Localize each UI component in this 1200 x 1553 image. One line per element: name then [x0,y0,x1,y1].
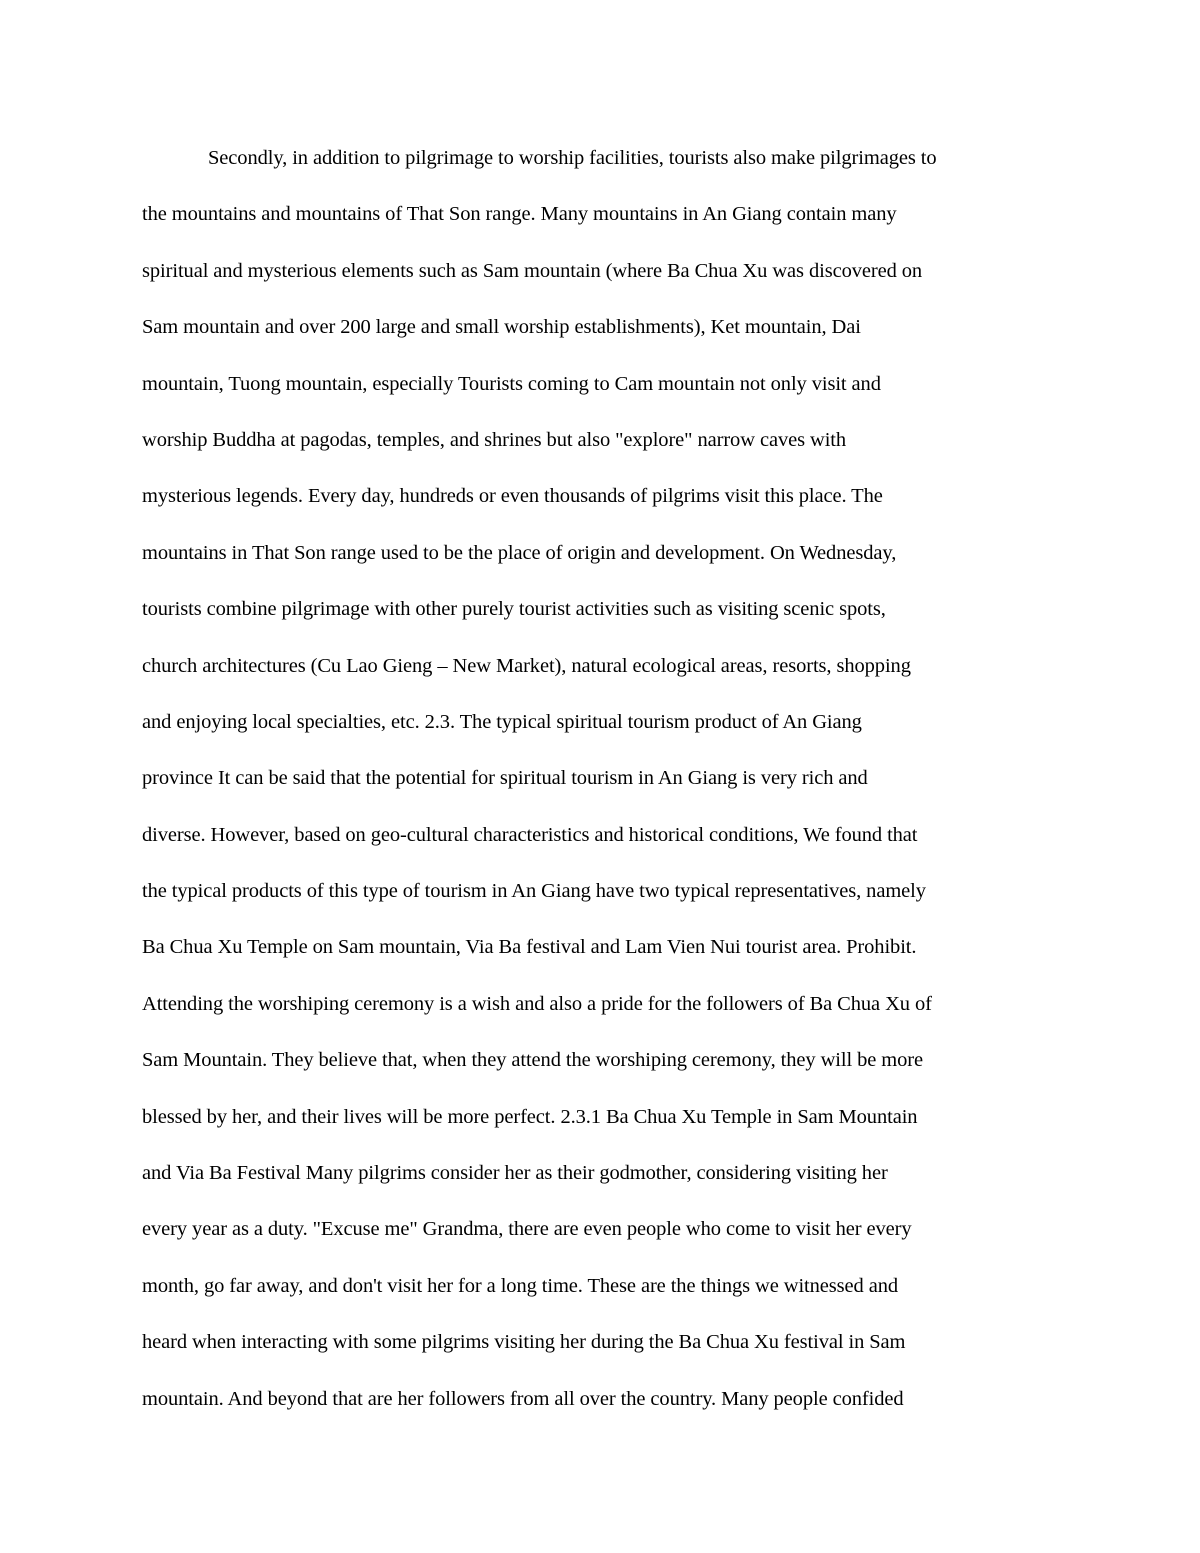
paragraph-line: Attending the worshiping ceremony is a wish and also a pride for the followers of Ba Chua Xu of [142,992,932,1015]
paragraph-line: church architectures (Cu Lao Gieng – New Market), natural ecological areas, resorts, shopping [142,654,911,677]
paragraph-line: province It can be said that the potential for spiritual tourism in An Giang is very rich and [142,767,868,790]
paragraph-line: every year as a duty. "Excuse me" Grandma, there are even people who come to visit her every [142,1218,912,1241]
paragraph-line: Ba Chua Xu Temple on Sam mountain, Via Ba festival and Lam Vien Nui tourist area. Prohibit. [142,936,917,959]
body-paragraph [142,140,1062,1437]
paragraph-line: diverse. However, based on geo-cultural characteristics and historical conditions, We found that [142,823,918,846]
paragraph-line: mountains in That Son range used to be the place of origin and development. On Wednesday, [142,541,897,564]
paragraph-line: the mountains and mountains of That Son range. Many mountains in An Giang contain many [142,203,897,226]
paragraph-line: tourists combine pilgrimage with other purely tourist activities such as visiting scenic spots, [142,598,886,621]
paragraph-line: spiritual and mysterious elements such as Sam mountain (where Ba Chua Xu was discovered on [142,259,923,282]
paragraph-line: heard when interacting with some pilgrims visiting her during the Ba Chua Xu festival in Sam [142,1331,906,1354]
paragraph-line: and Via Ba Festival Many pilgrims consider her as their godmother, considering visiting her [142,1162,888,1185]
paragraph-line: Sam mountain and over 200 large and small worship establishments), Ket mountain, Dai [142,316,861,339]
paragraph-line: Sam Mountain. They believe that, when they attend the worshiping ceremony, they will be more [142,1049,923,1072]
paragraph-line: mountain, Tuong mountain, especially Tourists coming to Cam mountain not only visit and [142,372,881,395]
paragraph-line: month, go far away, and don't visit her for a long time. These are the things we witnessed and [142,1274,899,1297]
paragraph-line: mysterious legends. Every day, hundreds or even thousands of pilgrims visit this place. The [142,485,883,508]
paragraph-line: mountain. And beyond that are her followers from all over the country. Many people confided [142,1387,904,1410]
paragraph-line: Secondly, in addition to pilgrimage to worship facilities, tourists also make pilgrimages to [208,147,937,169]
paragraph-line: the typical products of this type of tourism in An Giang have two typical representatives, namely [142,880,926,903]
paragraph-line: blessed by her, and their lives will be more perfect. 2.3.1 Ba Chua Xu Temple in Sam Mountain [142,1105,918,1128]
paragraph-line: and enjoying local specialties, etc. 2.3. The typical spiritual tourism product of An Giang [142,710,862,733]
paragraph-line: worship Buddha at pagodas, temples, and shrines but also "explore" narrow caves with [142,428,847,451]
